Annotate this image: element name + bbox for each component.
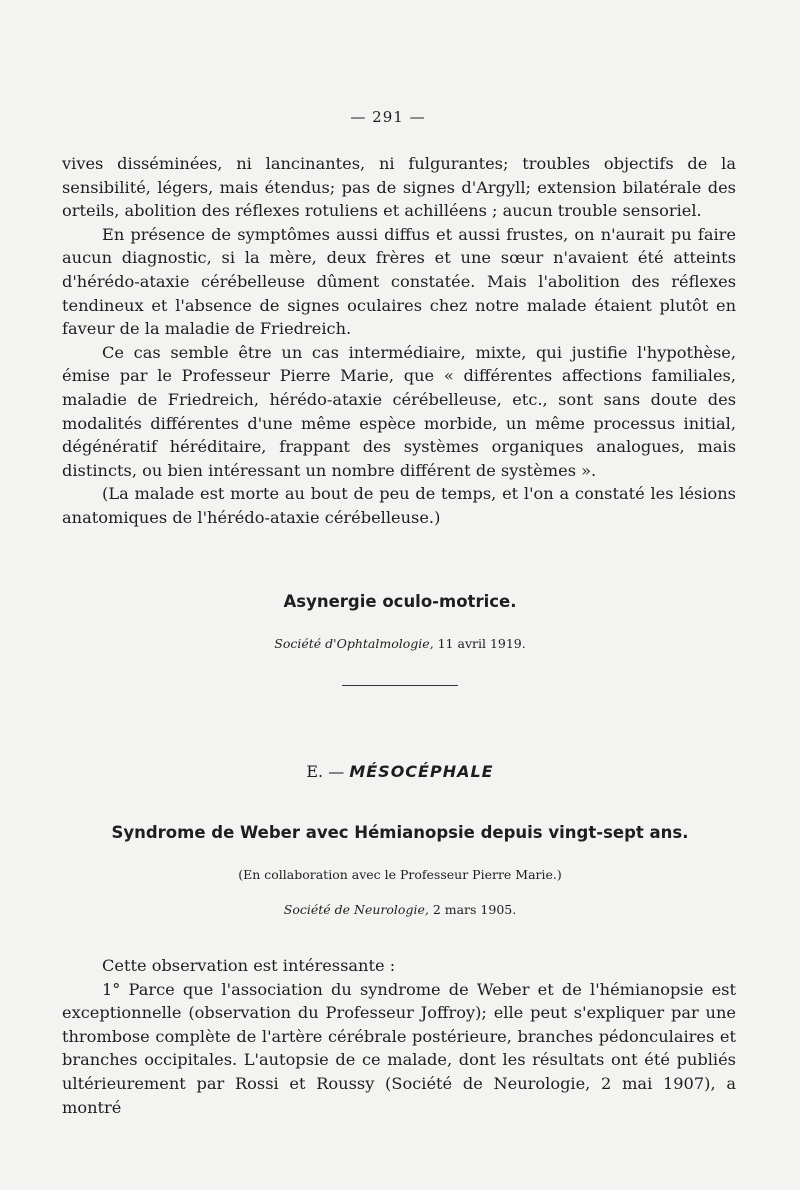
weber-date: 2 mars 1905. bbox=[432, 902, 517, 917]
intro-text bbox=[62, 152, 736, 530]
weber-text bbox=[62, 954, 736, 1119]
asynergie-source bbox=[0, 636, 800, 651]
weber-collaboration: (En collaboration avec le Professeur Pierre Marie.) bbox=[238, 867, 562, 882]
asynergie-society: Société d'Ophtalmologie, bbox=[274, 636, 434, 651]
paragraph-autopsy-note: (La malade est morte au bout de peu de temps, et l'on a constaté les lésions anatomiques de l'hérédo-ataxie cérébelleuse.) bbox=[62, 484, 736, 527]
asynergie-title: Asynergie oculo-motrice. bbox=[283, 592, 517, 611]
weber-point-1: 1° Parce que l'association du syndrome de Weber et de l'hémianopsie est exceptionnelle (observation du Professeur Joffroy); elle peut s'expliquer par une thrombose complète de l'artère cérébrale postérieure, branches pédonculaires et branches occipitales. L'autopsie de ce malade, dont les résultats ont été publiés ultérieurement par Rossi et Roussy (Société de Neurologie, 2 mai 1907), a montré bbox=[62, 979, 736, 1117]
asynergie-date: 11 avril 1919. bbox=[437, 636, 526, 651]
paragraph-continuation: vives disséminées, ni lancinantes, ni fulgurantes; troubles objectifs de la sensibilité, légers, mais étendus; pas de signes d'Argyll; extension bilatérale des orteils, abolition des réflexes rotuliens et achilléens ; aucun trouble sensoriel. bbox=[62, 154, 736, 221]
page-number: — 291 — bbox=[350, 108, 426, 126]
paragraph-diagnosis: En présence de symptômes aussi diffus et aussi frustes, on n'aurait pu faire aucun diagnostic, si la mère, deux frères et une sœur n'avaient été atteints d'hérédo-ataxie cérébelleuse dûment constatée. Mais l'abolition des réflexes tendineux et l'absence de signes oculaires chez notre malade étaient plutôt en faveur de la maladie de Friedreich. bbox=[62, 224, 736, 339]
weber-intro-line: Cette observation est intéressante : bbox=[102, 956, 396, 975]
section-heading bbox=[0, 762, 800, 781]
section-divider bbox=[342, 685, 458, 686]
section-letter: E. — bbox=[306, 762, 345, 781]
section-name: MÉSOCÉPHALE bbox=[349, 762, 494, 781]
paragraph-hypothesis: Ce cas semble être un cas intermédiaire, mixte, qui justifie l'hypothèse, émise par le Professeur Pierre Marie, que « différentes affections familiales, maladie de Friedreich, hérédo-ataxie cérébelleuse, etc., sont sans doute des modalités différentes d'une même espèce morbide, un même processus initial, dégénératif héréditaire, frappant des systèmes organiques analogues, mais distincts, ou bien intéressant un nombre différent de systèmes ». bbox=[62, 342, 736, 480]
weber-society: Société de Neurologie, bbox=[283, 902, 429, 917]
weber-source bbox=[0, 902, 800, 917]
weber-title: Syndrome de Weber avec Hémianopsie depuis vingt-sept ans. bbox=[111, 823, 689, 842]
